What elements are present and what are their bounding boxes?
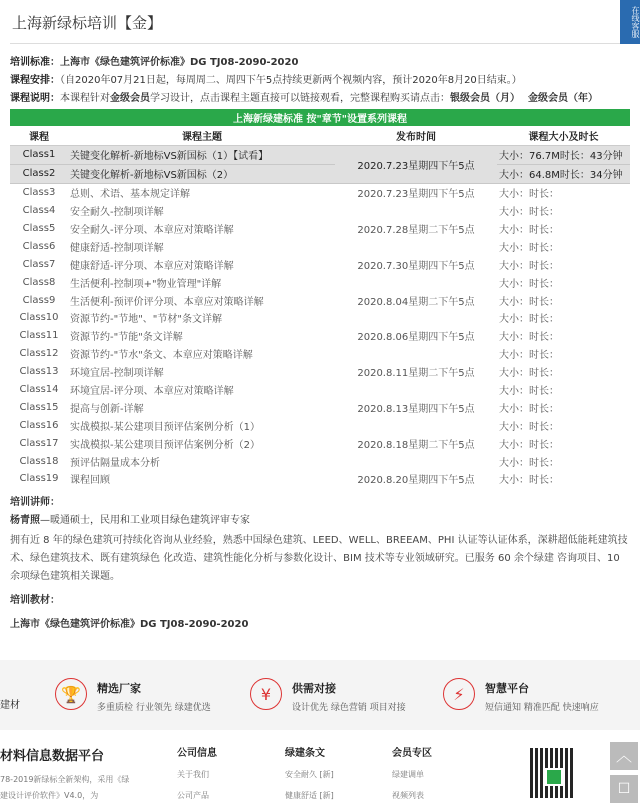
course-size: 大小：时长： xyxy=(499,439,559,451)
table-row[interactable] xyxy=(10,202,630,220)
online-service-tab[interactable]: 在线客服 xyxy=(620,0,640,44)
table-row[interactable] xyxy=(10,345,630,363)
lecturer-section xyxy=(10,494,630,634)
course-topic-link[interactable]: 提高与创新-详解 xyxy=(70,403,144,415)
course-size: 大小：时长： xyxy=(499,189,559,201)
course-number: Class10 xyxy=(19,312,59,324)
table-row[interactable] xyxy=(10,363,630,381)
feature-supply-demand: ¥ 供需对接 设计优先 绿色营销 项目对接 xyxy=(250,678,406,713)
course-size: 大小：时长： xyxy=(499,260,559,272)
table-row[interactable] xyxy=(10,183,630,201)
course-date: 2020.7.30星期四下午5点 xyxy=(357,260,475,272)
course-number: Class6 xyxy=(22,240,56,252)
materials-text: 上海市《绿色建筑评价标准》DG TJ08-2090-2020 xyxy=(10,618,249,630)
course-size: 大小：时长： xyxy=(499,475,559,487)
lightning-icon: ⚡ xyxy=(443,678,475,710)
course-date xyxy=(335,416,497,434)
course-size: 大小：时长： xyxy=(499,421,559,433)
course-number: Class7 xyxy=(22,258,56,270)
course-size: 大小：时长： xyxy=(499,314,559,326)
course-topic-link[interactable]: 关键变化解析-新地标VS新国标（1）【试看】 xyxy=(68,146,335,165)
table-row[interactable] xyxy=(10,398,630,416)
course-topic-link[interactable]: 安全耐久-控制项详解 xyxy=(70,207,164,219)
course-number: Class13 xyxy=(19,366,59,378)
course-topic-link[interactable]: 预评估隔量成本分析 xyxy=(70,457,160,469)
course-date: 2020.8.13星期四下午5点 xyxy=(357,403,475,415)
course-size: 大小：时长： xyxy=(499,296,559,308)
course-date xyxy=(335,309,497,327)
table-row[interactable] xyxy=(10,164,630,183)
course-number: Class17 xyxy=(19,437,59,449)
course-size: 大小：时长： xyxy=(499,368,559,380)
training-standard: 培训标准：上海市《绿色建筑评价标准》DG TJ08-2090-2020 xyxy=(10,57,299,68)
course-topic-link[interactable]: 总则、术语、基本规定详解 xyxy=(70,189,190,201)
footer-link[interactable]: 绿建调单 xyxy=(392,770,424,779)
course-size: 大小：时长： xyxy=(499,278,559,290)
course-size: 大小：时长： xyxy=(499,207,559,219)
col-header-course: 课程 xyxy=(10,126,68,146)
footer-link[interactable]: 健康舒适 [新] xyxy=(285,791,334,800)
table-row[interactable] xyxy=(10,416,630,434)
back-to-top-icon[interactable]: ︿ xyxy=(610,742,638,770)
col-header-size: 课程大小及时长 xyxy=(497,126,630,146)
course-number: Class4 xyxy=(22,205,56,217)
course-date xyxy=(335,345,497,363)
course-date: 2020.7.28星期二下午5点 xyxy=(357,225,475,236)
table-row[interactable] xyxy=(10,309,630,327)
course-number: Class19 xyxy=(19,473,59,485)
footer-col-clauses: 绿建条文 安全耐久 [新] 健康舒适 [新] xyxy=(285,748,334,800)
course-date xyxy=(335,273,497,291)
table-row[interactable] xyxy=(10,381,630,399)
page-title: 上海新绿标培训【金】 xyxy=(10,0,630,44)
course-topic-link[interactable]: 资源节约-"节地"、"节材"条文详解 xyxy=(70,314,223,326)
course-number: Class9 xyxy=(22,294,56,306)
course-number: Class12 xyxy=(19,348,59,360)
course-number: Class15 xyxy=(19,401,59,413)
course-topic-link[interactable]: 生活便利-预评价评分项、本章应对策略详解 xyxy=(70,296,264,308)
course-number: Class1 xyxy=(10,146,68,165)
course-size: 大小：时长： xyxy=(499,403,559,415)
col-header-topic: 课程主题 xyxy=(68,126,335,146)
course-size: 大小：64.8M时长：34分钟 xyxy=(497,164,630,183)
gold-member-link[interactable]: 金级会员（年） xyxy=(528,93,598,104)
course-topic-link[interactable]: 健康舒适-控制项详解 xyxy=(70,242,164,254)
course-size: 大小：时长： xyxy=(499,457,559,469)
platform-title: 材料信息数据平台 xyxy=(0,749,105,764)
feature-selected-vendors: 🏆 精选厂家 多重质检 行业领先 绿建优选 xyxy=(55,678,211,713)
course-size: 大小：时长： xyxy=(499,386,559,398)
standard-text: 上海市《绿色建筑评价标准》DG TJ08-2090-2020 xyxy=(60,57,299,68)
course-number: Class8 xyxy=(22,276,56,288)
course-table xyxy=(10,109,630,488)
course-description: 课程说明：本课程针对金级会员学习设计，点击课程主题直接可以链接观看，完整课程购买请点击：银级会员（月） 金级会员（年） xyxy=(10,93,598,104)
feature-smart-platform: ⚡ 智慧平台 短信通知 精准匹配 快速响应 xyxy=(443,678,599,713)
course-number: Class5 xyxy=(22,223,56,234)
feature-edge-text: 建材 xyxy=(0,700,20,711)
course-date: 2020.8.06星期四下午5点 xyxy=(357,332,475,344)
qr-logo-icon xyxy=(545,768,563,786)
table-row[interactable] xyxy=(10,291,630,309)
course-number: Class11 xyxy=(19,330,59,342)
features-band xyxy=(0,660,640,730)
table-row[interactable] xyxy=(10,237,630,255)
course-number: Class3 xyxy=(22,187,56,199)
col-header-date: 发布时间 xyxy=(335,126,497,146)
table-row[interactable] xyxy=(10,273,630,291)
footer-link[interactable]: 视频列表 xyxy=(392,791,424,800)
course-schedule: 课程安排：（自2020年07月21日起，每周周二、周四下午5点持续更新两个视频内容，预计2020年8月20日结束。） xyxy=(10,75,522,86)
table-row[interactable] xyxy=(10,470,630,488)
course-topic-link[interactable]: 生活便利-控制项+"物业管理"详解 xyxy=(70,278,222,290)
course-date xyxy=(335,452,497,470)
course-topic-link[interactable]: 实战模拟-某公建项目预评估案例分析（1） xyxy=(70,421,260,433)
table-row[interactable] xyxy=(10,255,630,273)
course-date xyxy=(335,202,497,220)
footer-link[interactable]: 公司产品 xyxy=(177,791,209,800)
course-topic-link[interactable]: 课程回顾 xyxy=(70,475,110,487)
course-size: 大小：时长： xyxy=(499,225,559,236)
course-number: Class18 xyxy=(19,455,59,467)
course-date: 2020.8.11星期二下午5点 xyxy=(357,368,475,380)
table-row[interactable] xyxy=(10,452,630,470)
footer-link[interactable]: 安全耐久 [新] xyxy=(285,770,334,779)
course-topic-link[interactable]: 资源节约-"节水"条文、本章应对策略详解 xyxy=(70,350,253,362)
schedule-text: （自2020年07月21日起，每周周二、周四下午5点持续更新两个视频内容，预计2020年8月20日结束。） xyxy=(60,75,522,86)
yen-icon: ¥ xyxy=(250,678,282,710)
course-date: 2020.7.23星期四下午5点 xyxy=(335,146,497,184)
course-topic-link[interactable]: 实战模拟-某公建项目预评估案例分析（2） xyxy=(70,439,260,451)
table-row[interactable] xyxy=(10,434,630,452)
course-topic-link[interactable]: 关键变化解析-新地标VS新国标（2） xyxy=(68,164,335,183)
lecturer-title: —暖通硕士，民用和工业项目绿色建筑评审专家 xyxy=(40,514,250,526)
trophy-icon: 🏆 xyxy=(55,678,87,710)
course-size: 大小：76.7M时长：43分钟 xyxy=(497,146,630,165)
lecturer-label: 培训讲师： xyxy=(10,496,60,508)
course-topic-link[interactable]: 环境宜居-评分项、本章应对策略详解 xyxy=(70,386,234,398)
course-size: 大小：时长： xyxy=(499,242,559,254)
table-row[interactable] xyxy=(10,220,630,238)
course-date: 2020.8.18星期二下午5点 xyxy=(357,439,475,451)
lecturer-name: 杨青照 xyxy=(10,514,40,526)
silver-member-link[interactable]: 银级会员（月） xyxy=(450,93,520,104)
course-number: Class14 xyxy=(19,384,59,396)
course-date: 2020.7.23星期四下午5点 xyxy=(357,189,475,201)
platform-sub: 78-2019新绿标全新架构，采用《绿建设计评价软件》V4.0，为 xyxy=(0,775,130,800)
course-size: 大小：时长： xyxy=(499,332,559,344)
site-footer xyxy=(0,730,640,806)
lecturer-bio: 拥有近 8 年的绿色建筑可持续化咨询从业经验，熟悉中国绿色建筑、LEED、WELL、BREEAM、PHI 认证等认证体系，深耕超低能耗建筑技术、绿色建筑技术、既有建筑绿色 化改造、建筑性能化分析与参数化设计、BIM 技术等专业领域研究。已服务 60 余个绿建 咨询项目、10 余项绿色建筑相关课题。 xyxy=(10,534,628,582)
course-topic-link[interactable]: 资源节约-"节能"条文详解 xyxy=(70,332,183,344)
course-date: 2020.8.20星期四下午5点 xyxy=(357,475,475,487)
table-row[interactable] xyxy=(10,146,630,165)
footer-col-company: 公司信息 关于我们 公司产品 xyxy=(177,748,217,800)
feedback-icon[interactable]: ☐ xyxy=(610,775,638,803)
course-date xyxy=(335,381,497,399)
course-size: 大小：时长： xyxy=(499,350,559,362)
course-topic-link[interactable]: 环境宜居-控制项详解 xyxy=(70,368,164,380)
footer-col-members: 会员专区 绿建调单 视频列表 xyxy=(392,748,432,800)
course-date xyxy=(335,237,497,255)
materials-label: 培训教材： xyxy=(10,594,60,606)
course-number: Class2 xyxy=(10,164,68,183)
footer-link[interactable]: 关于我们 xyxy=(177,770,209,779)
course-date: 2020.8.04星期二下午5点 xyxy=(357,296,475,308)
course-topic-link[interactable]: 健康舒适-评分项、本章应对策略详解 xyxy=(70,260,234,272)
table-banner: 上海新绿建标准 按"章节"设置系列课程 xyxy=(10,109,630,126)
course-number: Class16 xyxy=(19,419,59,431)
table-row[interactable] xyxy=(10,327,630,345)
course-topic-link[interactable]: 安全耐久-评分项、本章应对策略详解 xyxy=(70,225,234,236)
